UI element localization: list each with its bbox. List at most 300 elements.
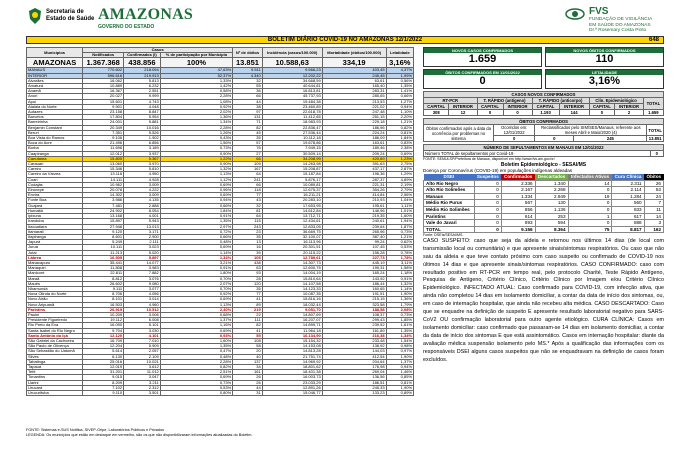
table-cell: 403,45 [322, 68, 386, 73]
table-cell: 5.876,17 [262, 177, 322, 182]
table-cell: 16.211,21 [262, 193, 322, 198]
table-cell: 15.187,84 [262, 172, 322, 177]
table-cell: 52,37% [160, 73, 232, 78]
table-cell: 43 [233, 198, 263, 203]
table-cell: 4.135 [124, 198, 161, 203]
table-cell: 55 [233, 84, 263, 89]
table-cell: 0,91% [160, 266, 232, 271]
table-cell: 1,85% [386, 318, 413, 323]
table-cell: 1,36% [160, 115, 232, 120]
table-cell: 4,89% [386, 177, 413, 182]
header [0, 0, 688, 36]
table-cell: 22.618,78 [262, 110, 322, 115]
table-cell: 9.080 [124, 281, 161, 286]
table-cell: 0,72% [160, 229, 232, 234]
table-cell: 18.032,44 [262, 302, 322, 307]
table-cell: 7.882 [124, 271, 161, 276]
novos-casos-box [423, 47, 542, 67]
table-cell: 0,69% [160, 245, 232, 250]
table-cell: 35 [233, 234, 263, 239]
obitos-table [423, 118, 664, 142]
table-cell: 1,90% [386, 385, 413, 390]
table-cell: 1.902 [124, 136, 161, 141]
eye-logo-icon [565, 6, 585, 22]
table-cell: 13 [233, 240, 263, 245]
table-cell: 1,56% [160, 141, 232, 146]
table-cell: 115 [233, 219, 263, 224]
table-cell: Rio Preto da Eva [27, 323, 83, 328]
right-panel [423, 47, 664, 364]
table-cell: 44 [233, 99, 263, 104]
table-cell: 269,04 [322, 370, 386, 375]
table-cell: 1,36% [386, 297, 413, 302]
col-confirmados: Confirmados (I) [124, 53, 161, 58]
table-cell: 10.111 [83, 245, 124, 250]
table-cell: 108 [233, 338, 263, 343]
table-cell: 12.202,22 [262, 73, 322, 78]
table-cell: 195,61 [322, 203, 386, 208]
table-cell: 143,92 [322, 276, 386, 281]
sepult-label: Número TOTAL de sepultamentos por Covid-19 [424, 151, 651, 157]
table-cell: 2,87% [386, 167, 413, 172]
table-cell: 1,01% [386, 208, 413, 213]
bul-cell: 567 [501, 200, 535, 207]
bul-cell: 75 [568, 226, 612, 233]
table-cell: 0,90% [160, 151, 232, 156]
table-cell: 1,42% [160, 84, 232, 89]
table-cell: Humaitá [27, 208, 83, 213]
bul-cell: 560 [612, 200, 644, 207]
table-cell: 111 [233, 318, 263, 323]
bul-cell: 614 [501, 213, 535, 220]
table-cell: 1,27% [386, 99, 413, 104]
table-cell: 354,26 [322, 188, 386, 193]
table-cell: 8.812 [83, 276, 124, 281]
table-cell: 1,34% [386, 333, 413, 338]
table-cell: 3.076 [124, 276, 161, 281]
table-cell: 137 [233, 359, 263, 364]
total-incidencia: 10.588,63 [262, 58, 322, 68]
total-obitos: 13.851 [233, 58, 263, 68]
table-cell: 0,66% [386, 94, 413, 99]
table-cell: 77 [233, 193, 263, 198]
bul-cell: 24 [644, 193, 663, 200]
bul-cell: 1.334 [501, 193, 535, 200]
table-cell: 9.051,70 [262, 307, 322, 312]
table-cell: 12.019 [83, 364, 124, 369]
bul-col-header: Infectados Ativos [568, 174, 612, 180]
table-cell: 7.481 [83, 203, 124, 208]
table-cell: 30.509,14 [262, 151, 322, 156]
table-row [27, 391, 414, 396]
table-cell: 323,58 [322, 302, 386, 307]
table-cell: 16.090 [83, 323, 124, 328]
casos-sub-header: INTERIOR [559, 104, 589, 110]
table-cell: 18.401,38 [262, 370, 322, 375]
table-cell: 233,48 [322, 338, 386, 343]
table-cell: 0,73% [386, 312, 413, 317]
table-cell: 2.111 [124, 240, 161, 245]
table-cell: 1,32% [386, 281, 413, 286]
table-cell: 0,92% [160, 292, 232, 297]
table-cell: 10.089,81 [262, 182, 322, 187]
table-cell: 11.964,18 [262, 328, 322, 333]
table-cell: 26 [233, 380, 263, 385]
table-cell: 0,70% [160, 276, 232, 281]
bul-cell: 0 [568, 187, 612, 194]
table-cell: 9.110 [83, 391, 124, 396]
table-cell: 1,29% [386, 172, 413, 177]
table-cell: 16.367 [83, 89, 124, 94]
bul-cell: 888 [612, 220, 644, 227]
table-cell: 0,96% [160, 188, 232, 193]
total-row [27, 58, 414, 68]
table-cell: 144,03 [322, 349, 386, 354]
table-cell: 9.111 [83, 286, 124, 291]
table-cell: 1,13% [160, 172, 232, 177]
table-cell: 1,10% [386, 110, 413, 115]
table-cell: 0,48% [160, 240, 232, 245]
table-cell: 0,94% [386, 104, 413, 109]
casos-sub-header: CAPITAL [532, 104, 559, 110]
table-cell: 1,41% [386, 89, 413, 94]
bul-cell: 2.268 [535, 187, 568, 194]
table-cell: 2,56% [386, 193, 413, 198]
table-cell: 2.109 [124, 354, 161, 359]
table-cell: 0,58% [160, 89, 232, 94]
table-cell: 5.614 [83, 349, 124, 354]
col-obitos: Nº de óbitos [233, 48, 263, 58]
obitos-text: Óbitos confirmados após a data da ocorrência por problemas no sistema [424, 125, 494, 142]
total-letalidade: 3,16% [386, 58, 413, 68]
bul-row [424, 193, 664, 200]
table-cell: 265,96 [322, 229, 386, 234]
bul-cell: 2.167 [501, 187, 535, 194]
casos-sub-header: INTERIOR [615, 104, 643, 110]
table-cell: 3.009 [124, 182, 161, 187]
table-cell: 12.789,61 [262, 255, 322, 260]
table-cell: 27.536,44 [262, 130, 322, 135]
col-municipios: Municípios [27, 48, 83, 58]
table-cell: 1,35% [386, 328, 413, 333]
table-cell: 44 [233, 385, 263, 390]
table-cell: 3.030 [124, 328, 161, 333]
table-cell: 109 [233, 162, 263, 167]
bul-cell: 19 [568, 193, 612, 200]
table-cell: 24.001 [83, 120, 124, 125]
table-cell: 243 [233, 224, 263, 229]
table-cell: Santo Antônio do Içá [27, 333, 83, 338]
table-cell: Carauari [27, 162, 83, 167]
table-cell: 16.113,96 [262, 240, 322, 245]
table-cell: 1,60% [386, 214, 413, 219]
table-cell: 412,54 [322, 354, 386, 359]
obitos-value: 0 [535, 136, 574, 142]
table-cell: 14.899,71 [262, 323, 322, 328]
table-cell: 240,61 [322, 219, 386, 224]
table-cell: 0,80% [160, 391, 232, 396]
total-label: AMAZONAS [27, 58, 83, 68]
secretaria-logo [28, 8, 94, 24]
table-cell: 0,53% [160, 385, 232, 390]
table-cell: 12.204 [83, 344, 124, 349]
table-cell: 161,89 [322, 328, 386, 333]
table-cell: Itapiranga [27, 234, 83, 239]
bul-cell: Alto Rio Negro [424, 180, 475, 187]
table-cell: 1,35% [160, 344, 232, 349]
table-cell: MANAUS [27, 68, 83, 73]
table-cell: 219.913 [124, 73, 161, 78]
bul-cell: 8.364 [535, 226, 568, 233]
bul-cell: Alto Rio Solimões [424, 187, 475, 194]
table-cell: 5.881 [124, 120, 161, 125]
table-cell: 8.209 [83, 380, 124, 385]
table-cell: 251,15 [322, 115, 386, 120]
table-cell: 13.116 [83, 172, 124, 177]
bul-row [424, 206, 664, 213]
legenda-note: LEGENDA: Os municípios que estão em destaque em vermelho, são os que não disponibilizaram informações atualizadas do Boletim. [26, 432, 253, 437]
brand-sub: GOVERNO DO ESTADO [98, 24, 155, 30]
table-cell: 4.340 [233, 73, 263, 78]
table-cell: São Gabriel da Cachoeira [27, 338, 83, 343]
table-cell: 16.503 [83, 302, 124, 307]
sesai-table [423, 174, 664, 233]
table-cell: 0,53% [386, 245, 413, 250]
table-cell: 16.709 [83, 338, 124, 343]
casos-sub-header: CAPITAL [424, 104, 449, 110]
table-cell: 20.078 [83, 188, 124, 193]
table-cell: 2.312 [124, 385, 161, 390]
table-cell: 11.696 [83, 146, 124, 151]
table-cell: Novo Aripuanã [27, 302, 83, 307]
table-cell: 14.107,58 [262, 281, 322, 286]
table-cell: 10.512 [124, 307, 161, 312]
table-cell: 3,11% [386, 260, 413, 265]
table-cell: 186,96 [322, 125, 386, 130]
table-cell: 5.810 [124, 167, 161, 172]
table-cell: 1,99% [386, 73, 413, 78]
casos-sub-header: INTERIOR [449, 104, 477, 110]
table-cell: 66 [233, 156, 263, 161]
casos-value: 0 [503, 110, 532, 116]
table-cell: 3.077 [124, 286, 161, 291]
table-cell: 3.006 [124, 312, 161, 317]
table-cell: 18.983,93 [262, 120, 322, 125]
bul-cell: 0 [474, 193, 501, 200]
table-cell: 387,40 [322, 234, 386, 239]
table-cell: Nhamundá [27, 286, 83, 291]
table-cell: 63 [233, 266, 263, 271]
table-cell: 55 [233, 333, 263, 338]
table-cell: 438 [233, 260, 263, 265]
bul-row [424, 220, 664, 227]
bul-cell: Manaus [424, 193, 475, 200]
table-cell: 16 [233, 245, 263, 250]
table-cell: 26.602 [83, 281, 124, 286]
bul-col-header: DSEI [424, 174, 475, 180]
table-cell: 0,82% [386, 125, 413, 130]
table-cell: 1,35% [386, 84, 413, 89]
table-cell: 188,58 [322, 307, 386, 312]
table-cell: 3.023 [124, 245, 161, 250]
table-cell: 3.047 [124, 375, 161, 380]
bul-cell: 0 [474, 220, 501, 227]
table-cell: 0,70% [160, 286, 232, 291]
bul-cell: 53 [644, 187, 663, 194]
bul-cell: 0 [474, 226, 501, 233]
table-cell: 28 [233, 276, 263, 281]
table-cell: 35 [233, 136, 263, 141]
table-cell: 14.302 [83, 193, 124, 198]
table-cell: Jutaí [27, 250, 83, 255]
table-cell: 2,51% [160, 370, 232, 375]
table-cell: 0,85% [386, 375, 413, 380]
table-cell: Anori [27, 94, 83, 99]
obitos-value: 245 [574, 136, 647, 142]
table-cell: 15.805 [83, 156, 124, 161]
table-cell: 229,18 [322, 120, 386, 125]
table-cell: 7.351 [83, 130, 124, 135]
table-cell: 10.021 [124, 359, 161, 364]
table-cell: 16.003,73 [262, 375, 322, 380]
table-cell: 64 [233, 172, 263, 177]
table-cell: 0,56% [386, 78, 413, 83]
bul-cell: 833 [612, 206, 644, 213]
table-cell: 0,69% [160, 193, 232, 198]
bul-cell: 11 [644, 206, 663, 213]
bul-cell: 8.817 [612, 226, 644, 233]
table-cell: 15.346 [83, 167, 124, 172]
bul-cell: 0 [474, 206, 501, 213]
fonte-note: FONTE: Sistemas e-SUS Notifica, SIVEP-Gripe, Laboratórios Públicos e Privados [26, 428, 165, 432]
table-cell: 160,65 [322, 286, 386, 291]
bul-cell: 0 [474, 187, 501, 194]
casos-sub-header: CAPITAL [477, 104, 503, 110]
table-cell: 0,69% [160, 328, 232, 333]
table-cell: 13.060 [83, 162, 124, 167]
table-cell: 8.847 [124, 110, 161, 115]
table-cell: 1,94% [386, 219, 413, 224]
bul-cell: 9.156 [501, 226, 535, 233]
table-cell: 32 [233, 203, 263, 208]
definitions-text: CASO SUSPEITO: caso que seja da aldeia e retornou nos últimos 14 dias (de local com transmissão local ou comunitária) e que apresente sinais/sintomas respiratórios. Ou caso que não saiu da aldeia e que teve contato próximo com caso suspeito ou confirmado de COVID-19 nos últimos 14 dias e que apresente sinais/sintomas respiratórios. CASO CONFIRMADO: caso com resultado positivo em RT-PCR em tempo real, pelo protocolo Charité, Teste Rápido Antígeno, Pesquisa de Antígeno, Critério Clínico, Critério Clínico por Imagem e/ou Critério Clínico Epidemiológico. INFECTADO ATUAL: Caso confirmado para COVID-19, com infecção ativa, que ainda não completou 14 dias em isolamento domiciliar, a contar da data de início dos sintomas, ou, em caso de internação hospitalar, que ainda não recebeu alta médica. CASO DESCARTADO: Caso que se enquadre na definição de suspeito E apresente resultado laboratorial negativo para SARS-CoV2 OU confirmação laboratorial para outro agente etiológico. CURA CLÍNICA: Casos em isolamento domiciliar: caso confirmado que passaram-se 14 dias em isolamento domiciliar, a contar da data de início dos sintomas E que está assintomático. Casos em internação hospitalar: diante da avaliação médica suspensão isolamento pelo MS.* Após a qualificação das informações com os responsáveis DSEI alguns casos suspeitos que não se enquadravam na definição de casos foram excluídos. [423, 237, 664, 363]
bul-cell: 14 [644, 213, 663, 220]
table-cell: 8.706 [83, 292, 124, 297]
table-cell: 11.213 [83, 250, 124, 255]
table-cell: 414,84 [322, 193, 386, 198]
table-cell: Eirunepé [27, 188, 83, 193]
table-cell: 32 [233, 78, 263, 83]
table-cell: Tapauá [27, 364, 83, 369]
casos-value: 1.193 [532, 110, 559, 116]
table-cell: 93 [233, 271, 263, 276]
table-cell: 6.008 [124, 318, 161, 323]
table-cell: 287,37 [322, 177, 386, 182]
table-cell: Itamarati [27, 229, 83, 234]
table-cell: 19.112 [83, 318, 124, 323]
group-casos: Casos [83, 48, 233, 53]
table-cell: Barcelos [27, 115, 83, 120]
table-cell: 1,21% [386, 234, 413, 239]
table-cell: 4.743 [124, 99, 161, 104]
table-cell: 5.954 [124, 115, 161, 120]
table-cell: 4.001 [124, 214, 161, 219]
bul-row [424, 180, 664, 187]
table-cell: 76 [233, 146, 263, 151]
table-cell: 8.054 [124, 208, 161, 213]
table-cell: 26.919 [83, 307, 124, 312]
table-cell: 21.496 [83, 141, 124, 146]
obitos-total-label: TOTAL [647, 125, 664, 136]
table-cell: 10.016 [124, 125, 161, 130]
table-cell: 2,07% [160, 281, 232, 286]
table-cell: Envira [27, 193, 83, 198]
table-cell: 11.808 [83, 266, 124, 271]
letalidade-label: LETALIDADE [546, 70, 663, 75]
table-cell: 0,98% [386, 344, 413, 349]
amazonas-logo [98, 6, 193, 30]
bul-cell: 617 [612, 213, 644, 220]
table-cell: 0,92% [160, 104, 232, 109]
table-cell: 7.102 [83, 385, 124, 390]
table-cell: 15.810,64 [262, 276, 322, 281]
bul-cell: 0 [568, 200, 612, 207]
table-cell: 20.283,10 [262, 198, 322, 203]
table-cell: 131 [233, 115, 263, 120]
bul-row [424, 200, 664, 207]
sepultamentos-table [423, 144, 664, 157]
sec-line2: Estado de Saúde [46, 16, 95, 22]
letalidade-value: 3,16% [588, 75, 621, 87]
table-cell: 5.249 [83, 240, 124, 245]
bul-cell: 2.114 [612, 187, 644, 194]
bul-col-header: Óbitos [644, 174, 663, 180]
table-cell: 1,26% [160, 130, 232, 135]
table-cell: 4.056 [124, 292, 161, 297]
table-cell: 0,69% [160, 182, 232, 187]
table-cell: 0,69% [160, 297, 232, 302]
table-cell: 3.014 [124, 297, 161, 302]
table-cell: 1,90% [386, 292, 413, 297]
table-cell: 7.949,15 [262, 146, 322, 151]
table-cell: 0,91% [386, 276, 413, 281]
table-cell: 2,19% [386, 182, 413, 187]
table-cell: 1,16% [160, 323, 232, 328]
table-cell: 9.566,23 [262, 68, 322, 73]
bul-cell: Médio Rio Solimões [424, 206, 475, 213]
table-cell: 2,38% [386, 146, 413, 151]
col-rtpcr: RT-PCR [424, 98, 478, 104]
table-cell: 0,48% [160, 354, 232, 359]
table-cell: 1,13% [160, 302, 232, 307]
table-cell: 420,69 [322, 156, 386, 161]
table-cell: 6.856 [124, 141, 161, 146]
fvs-line2: EM SAÚDE DO AMAZONAS [589, 22, 651, 28]
sepult-value: 0 [650, 151, 663, 157]
table-cell: São Paulo de Olivença [27, 344, 83, 349]
table-cell: 11.012 [124, 370, 161, 375]
table-cell: 10.889 [83, 84, 124, 89]
table-cell: 0,83% [386, 141, 413, 146]
table-cell: 0,73% [160, 146, 232, 151]
table-cell: 47,63% [160, 68, 232, 73]
bul-cell: 7 [644, 200, 663, 207]
table-cell: 10.209 [83, 312, 124, 317]
table-cell: 35 [233, 286, 263, 291]
table-cell: 0,69% [160, 375, 232, 380]
table-cell: 2.551 [124, 89, 161, 94]
bul-cell: 0 [474, 200, 501, 207]
